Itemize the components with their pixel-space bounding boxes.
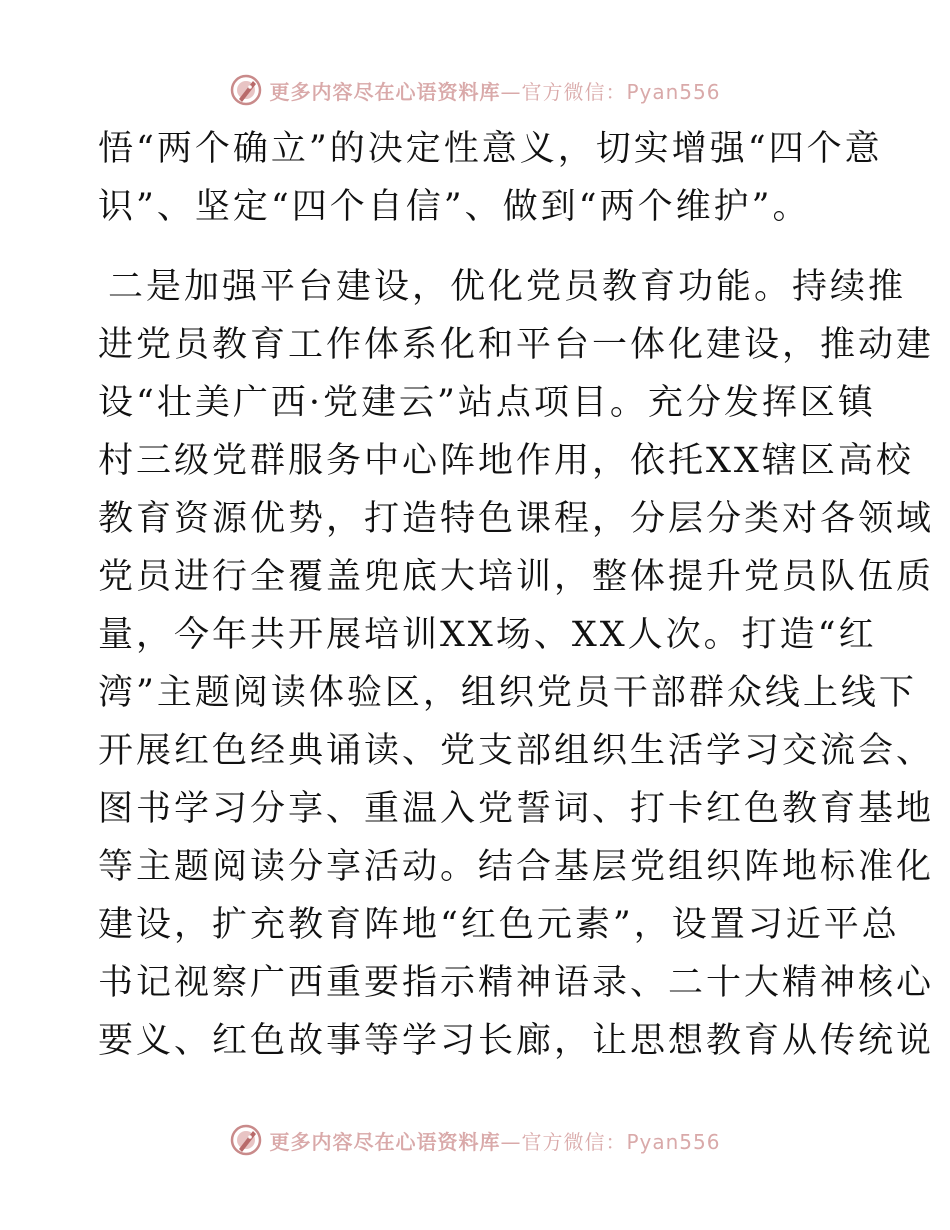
text-line: 书记视察广西重要指示精神语录、二十大精神核心 bbox=[98, 963, 935, 1003]
text-line: 悟“两个确立”的决定性意义，切实增强“四个意 bbox=[98, 129, 883, 169]
paragraph-2 bbox=[98, 258, 935, 1070]
text-line: 开展红色经典诵读、党支部组织生活学习交流会、 bbox=[98, 731, 935, 771]
pen-nib-circle-icon bbox=[229, 73, 263, 107]
text-line: 进党员教育工作体系化和平台一体化建设，推动建 bbox=[98, 325, 935, 365]
watermark-text bbox=[269, 1126, 720, 1155]
footer-watermark bbox=[0, 1120, 950, 1160]
header-watermark bbox=[0, 70, 950, 110]
watermark-contact: 官方微信：Pyan556 bbox=[521, 1129, 721, 1154]
pen-nib-circle-icon bbox=[229, 1123, 263, 1157]
text-line: 量，今年共开展培训XX场、XX人次。打造“红 bbox=[98, 615, 877, 655]
text-line: 要义、红色故事等学习长廊，让思想教育从传统说 bbox=[98, 1021, 935, 1061]
text-line: 识”、坚定“四个自信”、做到“两个维护”。 bbox=[98, 187, 811, 227]
watermark-brand: 更多内容尽在心语资料库 bbox=[269, 1129, 501, 1154]
text-line: 等主题阅读分享活动。结合基层党组织阵地标准化 bbox=[98, 847, 935, 887]
text-line: 设“壮美广西·党建云”站点项目。充分发挥区镇 bbox=[98, 383, 876, 423]
paragraph-spacer bbox=[98, 236, 854, 258]
watermark-brand: 更多内容尽在心语资料库 bbox=[269, 79, 501, 104]
text-line: 教育资源优势，打造特色课程，分层分类对各领域 bbox=[98, 499, 935, 539]
text-line: 二是加强平台建设，优化党员教育功能。持续推 bbox=[108, 267, 907, 307]
watermark-separator: — bbox=[500, 1129, 522, 1154]
paragraph-1 bbox=[98, 120, 883, 236]
text-line: 村三级党群服务中心阵地作用，依托XX辖区高校 bbox=[98, 441, 914, 481]
watermark-contact: 官方微信：Pyan556 bbox=[521, 79, 721, 104]
text-line: 湾”主题阅读体验区，组织党员干部群众线上线下 bbox=[98, 673, 917, 713]
text-line: 建设，扩充教育阵地“红色元素”，设置习近平总 bbox=[98, 905, 900, 945]
text-line: 党员进行全覆盖兜底大培训，整体提升党员队伍质 bbox=[98, 557, 935, 597]
watermark-text bbox=[269, 76, 720, 105]
text-line: 图书学习分享、重温入党誓词、打卡红色教育基地 bbox=[98, 789, 935, 829]
watermark-separator: — bbox=[500, 79, 522, 104]
document-body bbox=[98, 120, 935, 1070]
